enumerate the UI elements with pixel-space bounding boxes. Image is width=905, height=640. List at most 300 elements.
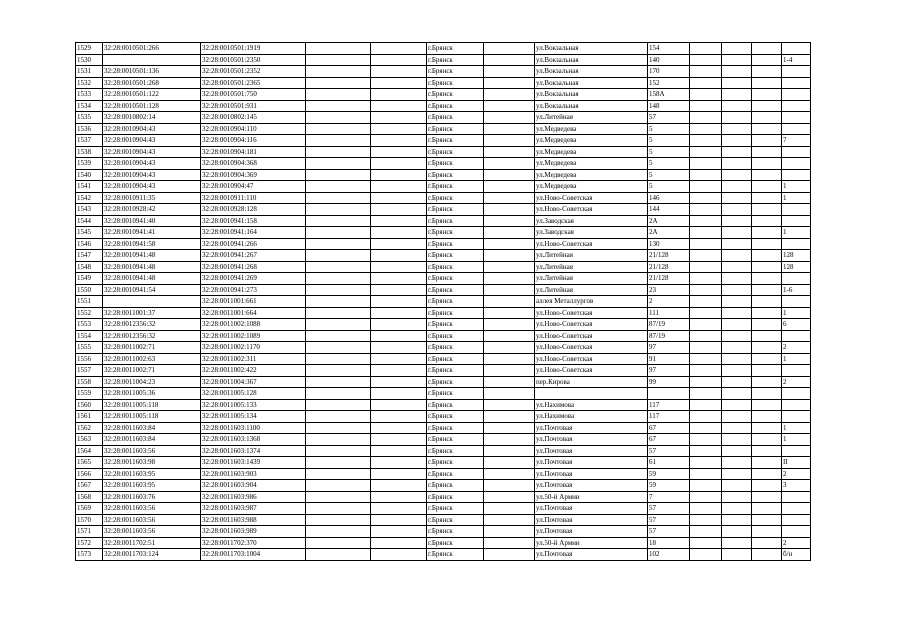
cell-empty-col-12	[752, 146, 782, 158]
cell-row-number: 1573	[76, 549, 103, 561]
cell-house-number: 130	[648, 238, 690, 250]
cell-empty-col-5	[371, 112, 427, 124]
cell-building-cadastral-number: 32:28:0010928:128	[201, 204, 306, 216]
cell-empty-col-12	[752, 353, 782, 365]
cell-land-cadastral-number: 32:28:0011603:56	[103, 514, 201, 526]
cell-empty-col-4	[306, 192, 371, 204]
cell-empty-col-4	[306, 353, 371, 365]
table-row	[76, 261, 811, 273]
cell-city: г.Брянск	[427, 480, 484, 492]
cell-empty-col-5	[371, 135, 427, 147]
cell-empty-col-10	[690, 273, 722, 285]
cell-empty-col-11	[722, 100, 752, 112]
cell-land-cadastral-number: 32:28:0012356:32	[103, 330, 201, 342]
cell-house-number: 21/128	[648, 250, 690, 262]
table-row	[76, 146, 811, 158]
cell-empty-col-10	[690, 261, 722, 273]
cell-street: ул.Почтовая	[535, 434, 648, 446]
cell-apartment	[782, 238, 811, 250]
cell-house-number: 111	[648, 307, 690, 319]
cell-empty-col-7	[484, 238, 535, 250]
cell-empty-col-7	[484, 353, 535, 365]
cell-building-cadastral-number: 32:28:0011002:422	[201, 365, 306, 377]
cell-empty-col-7	[484, 388, 535, 400]
cell-empty-col-11	[722, 66, 752, 78]
cell-street: ул.Ново-Советская	[535, 330, 648, 342]
table-row	[76, 388, 811, 400]
cell-street: ул.Вокзальная	[535, 100, 648, 112]
cell-empty-col-7	[484, 491, 535, 503]
cell-land-cadastral-number: 32:28:0011703:124	[103, 549, 201, 561]
cell-street: ул.Почтовая	[535, 514, 648, 526]
cell-land-cadastral-number: 32:28:0010501:128	[103, 100, 201, 112]
cell-street: ул.Заводская	[535, 227, 648, 239]
cell-apartment: 2	[782, 537, 811, 549]
table-row	[76, 376, 811, 388]
cell-empty-col-12	[752, 296, 782, 308]
cell-empty-col-10	[690, 43, 722, 55]
table-row	[76, 204, 811, 216]
cell-empty-col-4	[306, 181, 371, 193]
cell-city: г.Брянск	[427, 342, 484, 354]
cell-empty-col-11	[722, 123, 752, 135]
cell-empty-col-5	[371, 480, 427, 492]
cell-apartment	[782, 399, 811, 411]
cell-house-number: 57	[648, 112, 690, 124]
cell-land-cadastral-number: 32:28:0011005:118	[103, 411, 201, 423]
cell-empty-col-12	[752, 445, 782, 457]
cell-empty-col-7	[484, 342, 535, 354]
cell-empty-col-11	[722, 307, 752, 319]
cell-empty-col-7	[484, 112, 535, 124]
cell-street: ул.Вокзальная	[535, 54, 648, 66]
cell-empty-col-4	[306, 526, 371, 538]
cell-apartment	[782, 158, 811, 170]
cell-empty-col-12	[752, 227, 782, 239]
cell-house-number: 87/19	[648, 330, 690, 342]
cell-empty-col-4	[306, 422, 371, 434]
cell-house-number: 99	[648, 376, 690, 388]
table-row	[76, 250, 811, 262]
cell-empty-col-11	[722, 250, 752, 262]
cell-empty-col-7	[484, 514, 535, 526]
cell-empty-col-5	[371, 181, 427, 193]
cell-land-cadastral-number: 32:28:0011702:51	[103, 537, 201, 549]
cell-empty-col-12	[752, 388, 782, 400]
cell-apartment	[782, 77, 811, 89]
cell-empty-col-7	[484, 480, 535, 492]
cell-land-cadastral-number: 32:28:0010928:42	[103, 204, 201, 216]
cell-empty-col-5	[371, 434, 427, 446]
cell-empty-col-12	[752, 181, 782, 193]
cell-land-cadastral-number: 32:28:0011005:36	[103, 388, 201, 400]
cell-house-number: 57	[648, 445, 690, 457]
table-row	[76, 181, 811, 193]
cell-empty-col-5	[371, 503, 427, 515]
cell-empty-col-7	[484, 100, 535, 112]
cell-empty-col-12	[752, 468, 782, 480]
cell-empty-col-5	[371, 537, 427, 549]
cell-row-number: 1557	[76, 365, 103, 377]
cell-row-number: 1570	[76, 514, 103, 526]
cell-house-number: 57	[648, 514, 690, 526]
cell-city: г.Брянск	[427, 158, 484, 170]
cell-building-cadastral-number: 32:28:0011603:986	[201, 491, 306, 503]
cell-empty-col-11	[722, 342, 752, 354]
cell-empty-col-4	[306, 43, 371, 55]
cell-building-cadastral-number: 32:28:0011703:1004	[201, 549, 306, 561]
cell-land-cadastral-number: 32:28:0012356:32	[103, 319, 201, 331]
cell-house-number: 61	[648, 457, 690, 469]
cell-apartment	[782, 89, 811, 101]
cell-street: ул.Литейная	[535, 250, 648, 262]
cell-building-cadastral-number: 32:28:0010501:750	[201, 89, 306, 101]
cell-apartment: 1	[782, 192, 811, 204]
table-row	[76, 480, 811, 492]
cell-empty-col-11	[722, 43, 752, 55]
cell-city: г.Брянск	[427, 491, 484, 503]
cell-empty-col-4	[306, 54, 371, 66]
cell-house-number: 21/128	[648, 273, 690, 285]
cell-house-number: 97	[648, 342, 690, 354]
cell-empty-col-12	[752, 365, 782, 377]
cell-empty-col-11	[722, 549, 752, 561]
cell-empty-col-12	[752, 89, 782, 101]
cell-empty-col-5	[371, 353, 427, 365]
cell-land-cadastral-number: 32:28:0010904:43	[103, 135, 201, 147]
cell-land-cadastral-number: 32:28:0010904:43	[103, 123, 201, 135]
cell-building-cadastral-number: 32:28:0011005:134	[201, 411, 306, 423]
cell-empty-col-4	[306, 342, 371, 354]
cell-empty-col-10	[690, 399, 722, 411]
cell-street: ул.Ново-Советская	[535, 342, 648, 354]
cell-house-number: 158А	[648, 89, 690, 101]
cell-empty-col-10	[690, 100, 722, 112]
cell-apartment: 128	[782, 261, 811, 273]
cell-empty-col-7	[484, 273, 535, 285]
table-row	[76, 434, 811, 446]
table-row	[76, 514, 811, 526]
table-row	[76, 468, 811, 480]
cell-empty-col-4	[306, 503, 371, 515]
cell-city: г.Брянск	[427, 376, 484, 388]
cell-city: г.Брянск	[427, 353, 484, 365]
cell-empty-col-4	[306, 204, 371, 216]
cell-empty-col-11	[722, 158, 752, 170]
cell-empty-col-10	[690, 434, 722, 446]
document-page	[75, 42, 810, 561]
cell-empty-col-4	[306, 365, 371, 377]
cell-land-cadastral-number: 32:28:0010904:43	[103, 181, 201, 193]
cell-building-cadastral-number: 32:28:0011603:988	[201, 514, 306, 526]
cell-house-number: 87/19	[648, 319, 690, 331]
cell-empty-col-10	[690, 77, 722, 89]
table-row	[76, 491, 811, 503]
cell-apartment	[782, 388, 811, 400]
cell-row-number: 1556	[76, 353, 103, 365]
cell-empty-col-10	[690, 342, 722, 354]
cell-row-number: 1569	[76, 503, 103, 515]
cell-apartment: 3	[782, 480, 811, 492]
cadastral-table	[75, 42, 811, 561]
cell-empty-col-4	[306, 227, 371, 239]
cell-apartment: 1-4	[782, 54, 811, 66]
cell-empty-col-11	[722, 399, 752, 411]
cell-land-cadastral-number: 32:28:0010501:122	[103, 89, 201, 101]
cell-empty-col-11	[722, 434, 752, 446]
cell-house-number: 5	[648, 158, 690, 170]
cell-building-cadastral-number: 32:28:0010501:1919	[201, 43, 306, 55]
cell-city: г.Брянск	[427, 238, 484, 250]
cell-building-cadastral-number: 32:28:0011702:370	[201, 537, 306, 549]
cell-row-number: 1553	[76, 319, 103, 331]
cell-empty-col-12	[752, 100, 782, 112]
table-row	[76, 273, 811, 285]
cell-building-cadastral-number: 32:28:0011603:1368	[201, 434, 306, 446]
cell-apartment: 7	[782, 135, 811, 147]
cell-apartment	[782, 123, 811, 135]
cell-apartment	[782, 66, 811, 78]
cell-street: ул.Литейная	[535, 284, 648, 296]
cell-city: г.Брянск	[427, 77, 484, 89]
cell-building-cadastral-number: 32:28:0011603:904	[201, 480, 306, 492]
cell-empty-col-7	[484, 365, 535, 377]
cell-building-cadastral-number: 32:28:0010941:273	[201, 284, 306, 296]
cell-empty-col-10	[690, 537, 722, 549]
cell-street: ул.Нахимова	[535, 399, 648, 411]
cell-street: ул.Ново-Советская	[535, 204, 648, 216]
cell-empty-col-11	[722, 480, 752, 492]
cell-house-number: 5	[648, 146, 690, 158]
cell-city: г.Брянск	[427, 54, 484, 66]
cell-apartment	[782, 204, 811, 216]
cell-empty-col-10	[690, 468, 722, 480]
cell-empty-col-10	[690, 192, 722, 204]
cell-empty-col-5	[371, 43, 427, 55]
cell-empty-col-4	[306, 307, 371, 319]
cell-empty-col-10	[690, 514, 722, 526]
cell-land-cadastral-number: 32:28:0010904:43	[103, 146, 201, 158]
cell-city: г.Брянск	[427, 549, 484, 561]
table-row	[76, 43, 811, 55]
cell-empty-col-7	[484, 77, 535, 89]
cell-building-cadastral-number: 32:28:0011001:664	[201, 307, 306, 319]
cell-empty-col-4	[306, 215, 371, 227]
cell-empty-col-10	[690, 376, 722, 388]
cell-empty-col-12	[752, 411, 782, 423]
cell-empty-col-12	[752, 123, 782, 135]
cell-building-cadastral-number: 32:28:0010904:368	[201, 158, 306, 170]
cell-empty-col-7	[484, 549, 535, 561]
cell-empty-col-5	[371, 445, 427, 457]
cell-city: г.Брянск	[427, 135, 484, 147]
cell-building-cadastral-number: 32:28:0011002:1089	[201, 330, 306, 342]
cell-city: г.Брянск	[427, 296, 484, 308]
cell-empty-col-7	[484, 457, 535, 469]
cell-house-number: 144	[648, 204, 690, 216]
cell-empty-col-11	[722, 273, 752, 285]
cell-building-cadastral-number: 32:28:0011005:133	[201, 399, 306, 411]
cell-apartment	[782, 100, 811, 112]
cell-apartment: 1	[782, 422, 811, 434]
cell-row-number: 1546	[76, 238, 103, 250]
cell-empty-col-5	[371, 77, 427, 89]
cell-empty-col-10	[690, 112, 722, 124]
cell-house-number: 67	[648, 422, 690, 434]
cell-empty-col-11	[722, 238, 752, 250]
cell-empty-col-7	[484, 376, 535, 388]
cell-land-cadastral-number: 32:28:0010941:54	[103, 284, 201, 296]
cell-house-number	[648, 388, 690, 400]
cell-empty-col-11	[722, 353, 752, 365]
cell-row-number: 1552	[76, 307, 103, 319]
cell-land-cadastral-number: 32:28:0011002:71	[103, 365, 201, 377]
cell-empty-col-12	[752, 135, 782, 147]
cell-street: ул.Почтовая	[535, 549, 648, 561]
cell-empty-col-12	[752, 215, 782, 227]
cell-city: г.Брянск	[427, 43, 484, 55]
cell-empty-col-4	[306, 135, 371, 147]
cell-row-number: 1537	[76, 135, 103, 147]
cell-empty-col-7	[484, 445, 535, 457]
cell-empty-col-4	[306, 169, 371, 181]
cell-empty-col-7	[484, 330, 535, 342]
cell-empty-col-10	[690, 284, 722, 296]
cell-empty-col-10	[690, 445, 722, 457]
cell-apartment	[782, 296, 811, 308]
cell-apartment	[782, 514, 811, 526]
cell-row-number: 1568	[76, 491, 103, 503]
table-row	[76, 169, 811, 181]
cell-apartment	[782, 215, 811, 227]
cell-empty-col-7	[484, 43, 535, 55]
cell-city: г.Брянск	[427, 457, 484, 469]
cell-empty-col-4	[306, 330, 371, 342]
cell-empty-col-11	[722, 365, 752, 377]
cell-row-number: 1532	[76, 77, 103, 89]
cell-empty-col-10	[690, 215, 722, 227]
cell-city: г.Брянск	[427, 514, 484, 526]
cell-empty-col-10	[690, 411, 722, 423]
cell-street: ул.Вокзальная	[535, 89, 648, 101]
cell-city: г.Брянск	[427, 146, 484, 158]
cell-empty-col-5	[371, 388, 427, 400]
cell-land-cadastral-number: 32:28:0010941:48	[103, 261, 201, 273]
cell-building-cadastral-number: 32:28:0011002:311	[201, 353, 306, 365]
cell-street: ул.Ново-Советская	[535, 353, 648, 365]
cell-street: ул.Почтовая	[535, 503, 648, 515]
cell-empty-col-11	[722, 54, 752, 66]
cell-empty-col-12	[752, 307, 782, 319]
cell-building-cadastral-number: 32:28:0010941:268	[201, 261, 306, 273]
cell-house-number: 117	[648, 411, 690, 423]
cell-empty-col-4	[306, 445, 371, 457]
cell-empty-col-4	[306, 411, 371, 423]
cell-empty-col-10	[690, 158, 722, 170]
table-row	[76, 66, 811, 78]
cell-street: ул.Медведева	[535, 158, 648, 170]
cell-empty-col-12	[752, 261, 782, 273]
cell-empty-col-12	[752, 434, 782, 446]
cell-city: г.Брянск	[427, 422, 484, 434]
cell-city: г.Брянск	[427, 123, 484, 135]
cell-row-number: 1542	[76, 192, 103, 204]
cell-land-cadastral-number: 32:28:0010941:48	[103, 250, 201, 262]
cell-apartment: б/н	[782, 549, 811, 561]
cell-empty-col-12	[752, 66, 782, 78]
cell-street: ул.Вокзальная	[535, 66, 648, 78]
cell-empty-col-5	[371, 457, 427, 469]
cell-land-cadastral-number: 32:28:0011603:84	[103, 422, 201, 434]
cell-empty-col-10	[690, 307, 722, 319]
cell-empty-col-10	[690, 123, 722, 135]
cell-empty-col-12	[752, 273, 782, 285]
cell-empty-col-11	[722, 376, 752, 388]
cell-empty-col-5	[371, 330, 427, 342]
cell-empty-col-11	[722, 514, 752, 526]
cell-land-cadastral-number: 32:28:0011005:118	[103, 399, 201, 411]
cell-apartment: 1	[782, 227, 811, 239]
cell-city: г.Брянск	[427, 66, 484, 78]
cell-house-number: 5	[648, 135, 690, 147]
cell-row-number: 1544	[76, 215, 103, 227]
table-row	[76, 112, 811, 124]
cell-building-cadastral-number: 32:28:0010802:145	[201, 112, 306, 124]
cell-land-cadastral-number: 32:28:0010941:48	[103, 273, 201, 285]
cell-land-cadastral-number: 32:28:0011603:76	[103, 491, 201, 503]
cell-row-number: 1547	[76, 250, 103, 262]
cell-empty-col-11	[722, 319, 752, 331]
cell-empty-col-4	[306, 112, 371, 124]
cell-house-number: 2А	[648, 215, 690, 227]
cell-city: г.Брянск	[427, 434, 484, 446]
cell-empty-col-5	[371, 284, 427, 296]
cell-apartment	[782, 526, 811, 538]
cell-empty-col-7	[484, 135, 535, 147]
cell-empty-col-12	[752, 250, 782, 262]
cell-empty-col-11	[722, 330, 752, 342]
cell-empty-col-12	[752, 169, 782, 181]
cell-street: ул.Почтовая	[535, 480, 648, 492]
table-row	[76, 365, 811, 377]
cell-building-cadastral-number: 32:28:0011603:1439	[201, 457, 306, 469]
cell-house-number: 154	[648, 43, 690, 55]
cell-row-number: 1551	[76, 296, 103, 308]
cell-land-cadastral-number: 32:28:0010941:41	[103, 227, 201, 239]
cell-row-number: 1545	[76, 227, 103, 239]
cell-street: ул.Почтовая	[535, 468, 648, 480]
cell-apartment	[782, 365, 811, 377]
cell-building-cadastral-number: 32:28:0010911:110	[201, 192, 306, 204]
cell-empty-col-10	[690, 549, 722, 561]
cell-empty-col-11	[722, 457, 752, 469]
cell-house-number: 102	[648, 549, 690, 561]
cell-city: г.Брянск	[427, 365, 484, 377]
cell-street: ул.Медведева	[535, 135, 648, 147]
cell-row-number: 1531	[76, 66, 103, 78]
cell-building-cadastral-number: 32:28:0010904:116	[201, 135, 306, 147]
cell-row-number: 1540	[76, 169, 103, 181]
cell-row-number: 1560	[76, 399, 103, 411]
cell-empty-col-5	[371, 89, 427, 101]
cell-empty-col-10	[690, 169, 722, 181]
cell-apartment: 2	[782, 376, 811, 388]
cell-building-cadastral-number: 32:28:0010904:181	[201, 146, 306, 158]
cell-empty-col-4	[306, 89, 371, 101]
cell-apartment	[782, 411, 811, 423]
cell-land-cadastral-number: 32:28:0011603:84	[103, 434, 201, 446]
cell-city: г.Брянск	[427, 411, 484, 423]
